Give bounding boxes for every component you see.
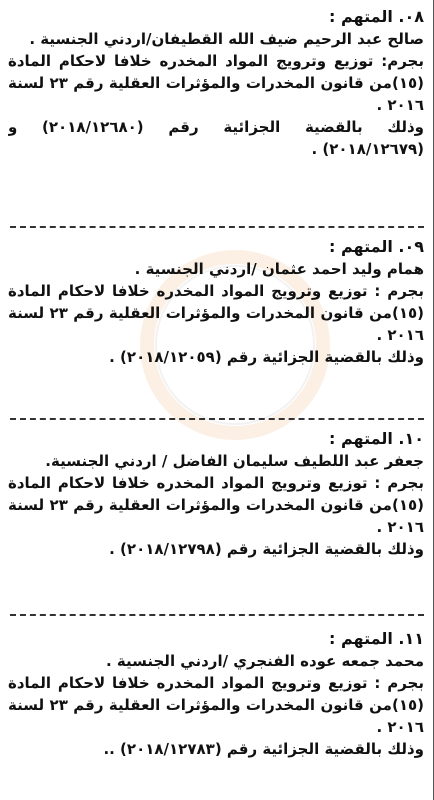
charge-line: (١٥)من قانون المخدرات والمؤثرات العقلية رقم ٢٣ لسنة [8, 696, 424, 714]
section-divider [10, 418, 424, 420]
defendant-section-11 [8, 628, 424, 760]
defendant-section-10 [8, 428, 424, 560]
charge-line: بجرم : توزيع وترويج المواد المخدره خلافا لاحكام المادة [8, 674, 424, 692]
section-heading: ١١. المتهم : [328, 629, 424, 648]
section-heading: ٠٩. المتهم : [328, 237, 424, 256]
charge-line: (١٥)من قانون المخدرات والمؤثرات العقلية رقم ٢٣ لسنة [8, 74, 424, 92]
section-divider [10, 614, 424, 616]
case-line: وذلك بالقضية الجزائية رقم (٢٠١٨/١٢٦٨٠) و [8, 118, 424, 136]
charge-line: ٢٠١٦ . [376, 718, 424, 736]
charge-line: بجرم : توزيع وترويج المواد المخدره خلافا لاحكام المادة [8, 474, 424, 492]
defendant-name: صالح عبد الرحيم ضيف الله القطيفان/اردني الجنسية . [29, 30, 424, 48]
section-divider [10, 226, 424, 228]
charge-line: ٢٠١٦ . [376, 326, 424, 344]
charge-line: (١٥)من قانون المخدرات والمؤثرات العقلية رقم ٢٣ لسنة [8, 304, 424, 322]
defendant-section-9 [8, 236, 424, 368]
defendant-section-8 [8, 6, 424, 160]
defendant-name: محمد جمعه عوده الفنجري /اردني الجنسية . [105, 652, 424, 670]
defendant-name: جعفر عبد اللطيف سليمان الفاضل / اردني الجنسية. [45, 452, 424, 470]
section-heading: ١٠. المتهم : [328, 429, 424, 448]
case-line: وذلك بالقضية الجزائية رقم (٢٠١٨/١٢٧٩٨) . [109, 540, 424, 558]
charge-line: (١٥)من قانون المخدرات والمؤثرات العقلية رقم ٢٣ لسنة [8, 496, 424, 514]
charge-line: ٢٠١٦ . [376, 96, 424, 114]
defendant-name: همام وليد احمد عثمان /اردني الجنسية . [134, 260, 424, 278]
charge-line: بجرم: توزيع وترويج المواد المخدره خلافا لاحكام المادة [8, 52, 424, 70]
case-line: وذلك بالقضية الجزائية رقم (٢٠١٨/١٢٠٥٩) . [109, 348, 424, 366]
charge-line: بجرم : توزيع وترويج المواد المخدره خلافا لاحكام المادة [8, 282, 424, 300]
case-line: وذلك بالقضية الجزائية رقم (٢٠١٨/١٢٧٨٣) .. [103, 740, 424, 758]
section-heading: ٠٨. المتهم : [328, 7, 424, 26]
case-line: (٢٠١٨/١٢٦٧٩) . [311, 140, 424, 158]
charge-line: ٢٠١٦ . [376, 518, 424, 536]
